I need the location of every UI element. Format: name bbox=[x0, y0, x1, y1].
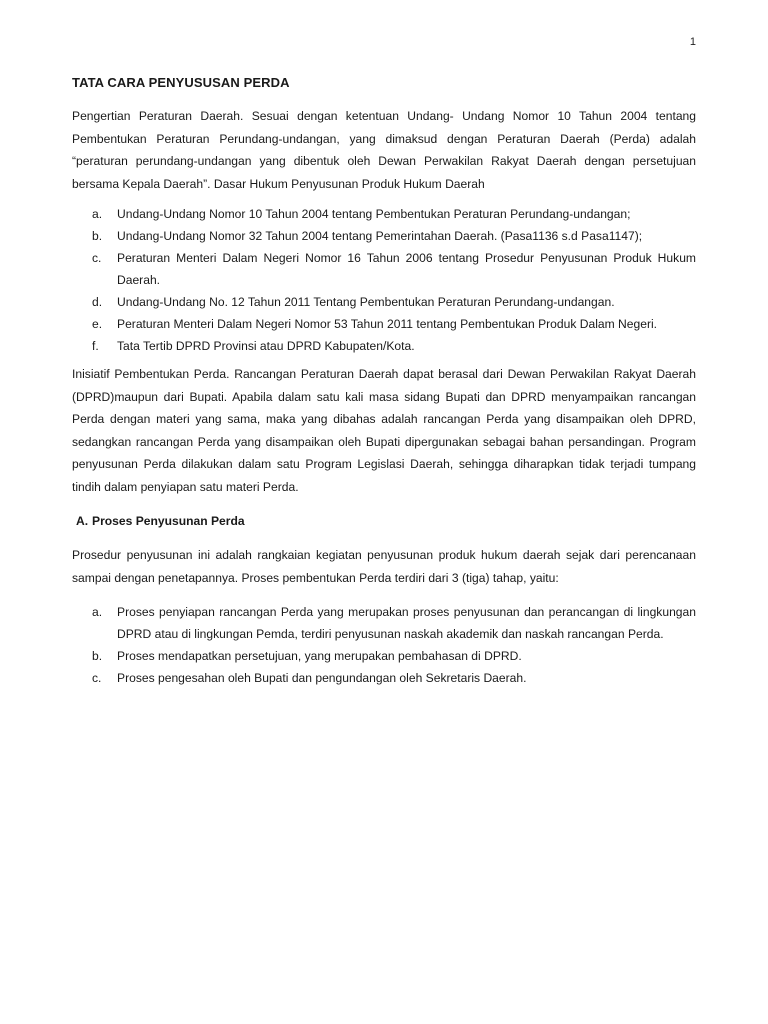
intro-paragraph: Pengertian Peraturan Daerah. Sesuai dengan ketentuan Undang- Undang Nomor 10 Tahun 2004 tentang Pembentukan Peraturan Perundang-undangan, yang dimaksud dengan Peraturan Daerah (Perda) adalah “peraturan perundang-undangan yang dibentuk oleh Dewan Perwakilan Rakyat Daerah dengan persetujuan bersama Kepala Daerah”. Dasar Hukum Penyusunan Produk Hukum Daerah bbox=[72, 109, 696, 191]
list-item bbox=[72, 247, 696, 291]
list-item-text: Proses pengesahan oleh Bupati dan pengundangan oleh Sekretaris Daerah. bbox=[117, 671, 527, 685]
section-a-heading bbox=[72, 510, 696, 532]
list-item bbox=[72, 291, 696, 313]
list-marker: a. bbox=[92, 207, 103, 221]
list-item-text: Tata Tertib DPRD Provinsi atau DPRD Kabupaten/Kota. bbox=[117, 339, 415, 353]
list-item bbox=[72, 645, 696, 667]
list-item-text: Peraturan Menteri Dalam Negeri Nomor 53 Tahun 2011 tentang Pembentukan Produk Dalam Negeri. bbox=[117, 317, 658, 331]
list-item bbox=[72, 667, 696, 689]
list-item-text: Proses mendapatkan persetujuan, yang merupakan pembahasan di DPRD. bbox=[117, 649, 522, 663]
list-marker: e. bbox=[92, 317, 103, 331]
list-marker: d. bbox=[92, 295, 103, 309]
process-steps-list bbox=[72, 601, 696, 689]
list-item bbox=[72, 203, 696, 225]
list-marker: b. bbox=[92, 229, 103, 243]
list-item bbox=[72, 601, 696, 645]
list-item-text: Proses penyiapan rancangan Perda yang merupakan proses penyusunan dan perancangan di lingkungan DPRD atau di lingkungan Pemda, terdiri penyusunan naskah akademik dan naskah rancangan Perda. bbox=[117, 605, 696, 641]
page-number: 1 bbox=[689, 36, 696, 48]
section-marker: A. bbox=[76, 514, 89, 528]
list-marker: f. bbox=[92, 339, 99, 353]
legal-basis-list bbox=[72, 203, 696, 357]
list-marker: c. bbox=[92, 671, 102, 685]
list-marker: b. bbox=[92, 649, 103, 663]
list-item bbox=[72, 335, 696, 357]
section-a-paragraph: Prosedur penyusunan ini adalah rangkaian kegiatan penyusunan produk hukum daerah sejak dari perencanaan sampai dengan penetapannya. Proses pembentukan Perda terdiri dari 3 (tiga) tahap, yaitu: bbox=[72, 548, 696, 585]
list-marker: a. bbox=[92, 605, 103, 619]
list-item-text: Undang-Undang No. 12 Tahun 2011 Tentang Pembentukan Peraturan Perundang-undangan. bbox=[117, 295, 615, 309]
list-item-text: Undang-Undang Nomor 10 Tahun 2004 tentang Pembentukan Peraturan Perundang-undangan; bbox=[117, 207, 631, 221]
document-content bbox=[72, 75, 696, 689]
list-item-text: Peraturan Menteri Dalam Negeri Nomor 16 Tahun 2006 tentang Prosedur Penyusunan Produk Hukum Daerah. bbox=[117, 251, 696, 287]
list-item bbox=[72, 313, 696, 335]
initiative-paragraph: Inisiatif Pembentukan Perda. Rancangan Peraturan Daerah dapat berasal dari Dewan Perwakilan Rakyat Daerah (DPRD)maupun dari Bupati. Apabila dalam satu kali masa sidang Bupati dan DPRD menyampaikan rancangan Perda dengan materi yang sama, maka yang dibahas adalah rancangan Perda yang disampaikan oleh DPRD, sedangkan rancangan Perda yang disampaikan oleh Bupati dipergunakan sebagai bahan persandingan. Program penyusunan Perda dilakukan dalam satu Program Legislasi Daerah, sehingga diharapkan tidak terjadi tumpang tindih dalam penyiapan satu materi Perda. bbox=[72, 367, 696, 494]
section-heading-text: Proses Penyusunan Perda bbox=[92, 514, 245, 528]
list-marker: c. bbox=[92, 251, 102, 265]
list-item-text: Undang-Undang Nomor 32 Tahun 2004 tentang Pemerintahan Daerah. (Pasa1136 s.d Pasa1147); bbox=[117, 229, 643, 243]
list-item bbox=[72, 225, 696, 247]
document-title: TATA CARA PENYUSUSAN PERDA bbox=[72, 75, 290, 90]
